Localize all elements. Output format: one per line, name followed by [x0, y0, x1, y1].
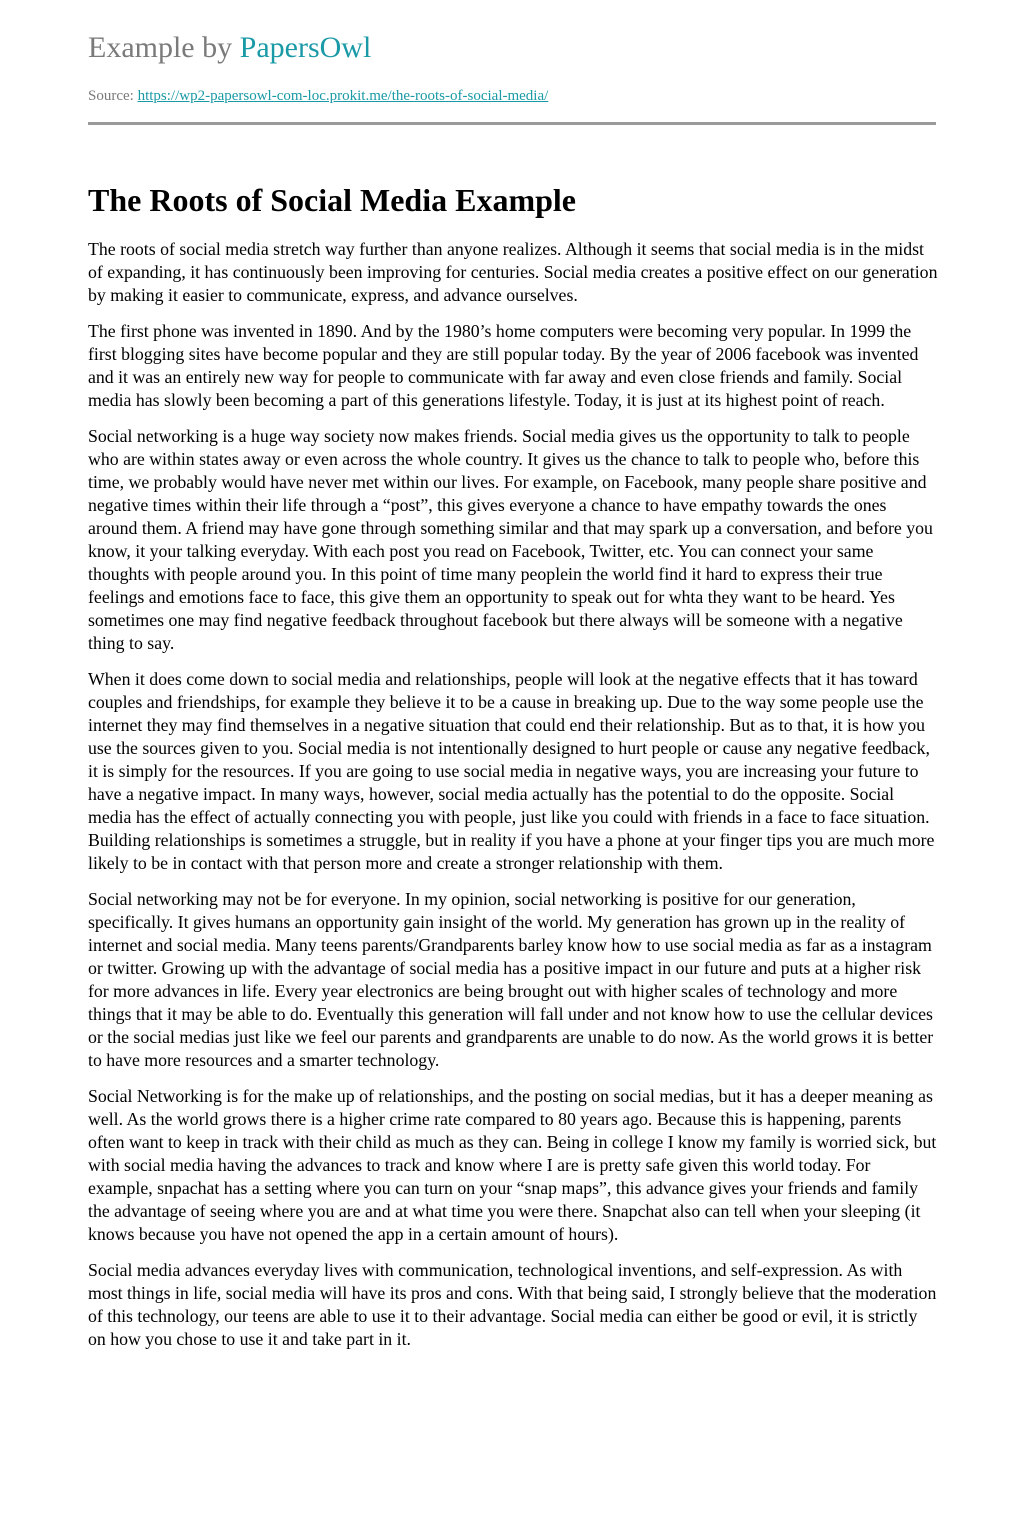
brand-prefix: Example by	[88, 31, 240, 64]
article-paragraph: Social networking is a huge way society now makes friends. Social media gives us the opportunity to talk to people who are within states away or even across the whole country. It gives us the chance to talk to people who, before this time, we probably would have never met within our lives. For example, on Facebook, many people share positive and negative times within their life through a “post”, this gives everyone a chance to have empathy towards the ones around them. A friend may have gone through something similar and that may spark up a conversation, and before you know, it your talking everyday. With each post you read on Facebook, Twitter, etc. You can connect your same thoughts with people around you. In this point of time many peoplein the world find it hard to express their true feelings and emotions face to face, this give them an opportunity to speak out for whta they want to be heard. Yes sometimes one may find negative feedback throughout facebook but there always will be someone with a negative thing to say.	[88, 426, 933, 653]
article	[88, 180, 938, 1351]
article-paragraph: The roots of social media stretch way further than anyone realizes. Although it seems that social media is in the midst of expanding, it has continuously been improving for centuries. Social media creates a positive effect on our generation by making it easier to communicate, express, and advance ourselves.	[88, 239, 938, 305]
article-paragraph: Social media advances everyday lives with communication, technological inventions, and self-expression. As with most things in life, social media will have its pros and cons. With that being said, I strongly believe that the moderation of this technology, our teens are able to use it to their advantage. Social media can either be good or evil, it is strictly on how you chose to use it and take part in it.	[88, 1260, 937, 1349]
source-line	[88, 86, 936, 106]
article-title: The Roots of Social Media Example	[88, 182, 576, 218]
header-divider	[88, 122, 936, 125]
article-paragraph: The first phone was invented in 1890. And by the 1980’s home computers were becoming very popular. In 1999 the first blogging sites have become popular and they are still popular today. By the year of 2006 facebook was invented and it was an entirely new way for people to communicate with far away and even close friends and family. Social media has slowly been becoming a part of this generations lifestyle. Today, it is just at its highest point of reach.	[88, 321, 919, 410]
source-label: Source:	[88, 88, 138, 104]
brand-line	[88, 28, 936, 68]
article-paragraph: Social Networking is for the make up of relationships, and the posting on social medias, but it has a deeper meaning as well. As the world grows there is a higher crime rate compared to 80 years ago. Because this is happening, parents often want to keep in track with their child as much as they can. Being in college I know my family is worried sick, but with social media having the advances to track and know where I are is pretty safe given this world today. For example, snpachat has a setting where you can turn on your “snap maps”, this advance gives your friends and family the advantage of seeing where you are and at what time you were there. Snapchat also can tell when your sleeping (it knows because you have not opened the app in a certain amount of hours).	[88, 1086, 937, 1244]
page-header	[88, 28, 936, 106]
brand-name: PapersOwl	[239, 31, 372, 64]
source-link[interactable]: https://wp2-papersowl-com-loc.prokit.me/the-roots-of-social-media/	[137, 88, 549, 104]
article-paragraph: When it does come down to social media and relationships, people will look at the negative effects that it has toward couples and friendships, for example they believe it to be a cause in breaking up. Due to the way some people use the internet they may find themselves in a negative situation that could end their relationship. But as to that, it is how you use the sources given to you. Social media is not intentionally designed to hurt people or cause any negative feedback, it is simply for the resources. If you are going to use social media in negative ways, you are increasing your future to have a negative impact. In many ways, however, social media actually has the potential to do the opposite. Social media has the effect of actually connecting you with people, just like you could with friends in a face to face situation. Building relationships is sometimes a struggle, but in reality if you have a phone at your finger tips you are much more likely to be in contact with that person more and create a stronger relationship with them.	[88, 669, 935, 873]
article-paragraph: Social networking may not be for everyone. In my opinion, social networking is positive for our generation, specifically. It gives humans an opportunity gain insight of the world. My generation has grown up in the reality of internet and social media. Many teens parents/Grandparents barley know how to use social media as far as a instagram or twitter. Growing up with the advantage of social media has a positive impact in our future and puts at a higher risk for more advances in life. Every year electronics are being brought out with higher scales of technology and more things that it may be able to do. Eventually this generation will fall under and not know how to use the cellular devices or the social medias just like we feel our parents and grandparents are unable to do now. As the world grows it is better to have more resources and a smarter technology.	[88, 889, 934, 1070]
